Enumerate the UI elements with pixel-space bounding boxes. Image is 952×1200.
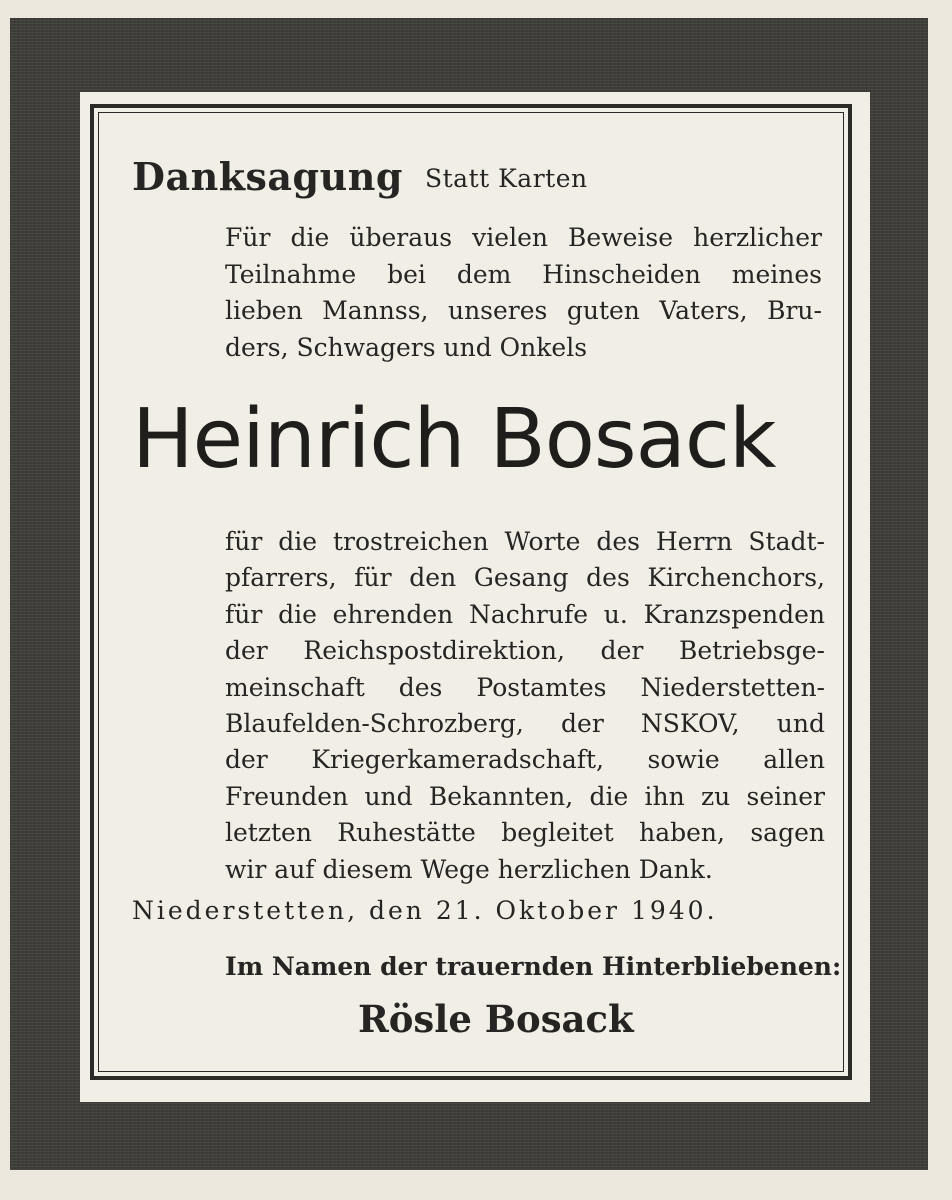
notice-paper [80, 92, 870, 1102]
intro-line: ders, Schwagers und Onkels [225, 332, 588, 362]
notice-heading: Danksagung [132, 154, 403, 199]
intro-paragraph [225, 220, 822, 366]
body-line: für die trostreichen Worte des Herrn Stadt- [225, 527, 825, 556]
place-date: Niederstetten, den 21. Oktober 1940. [132, 896, 718, 925]
on-behalf-line: Im Namen der trauernden Hinterbliebenen: [225, 952, 842, 981]
intro-line: Für die überaus vielen Beweise herzlicher [225, 223, 822, 252]
body-line: der Kriegerkameradschaft, sowie allen [225, 745, 825, 775]
intro-line: Teilnahme bei dem Hinscheiden meines [225, 259, 822, 289]
body-line: für die ehrenden Nachrufe u. Kranzspenden [225, 599, 825, 629]
body-line: meinschaft des Postamtes Niederstetten- [225, 672, 825, 702]
body-line: letzten Ruhestätte begleitet haben, sagen [225, 818, 825, 848]
body-line: Freunden und Bekannten, die ihn zu seiner [225, 781, 825, 811]
thanks-paragraph [225, 524, 825, 888]
notice-subheading: Statt Karten [425, 164, 588, 193]
deceased-name: Heinrich Bosack [132, 392, 776, 487]
signature-name: Rösle Bosack [358, 997, 634, 1041]
body-line: Blaufelden-Schrozberg, der NSKOV, und [225, 709, 825, 739]
body-line: pfarrers, für den Gesang des Kirchenchors, [225, 563, 825, 593]
body-line: wir auf diesem Wege herzlichen Dank. [225, 854, 713, 884]
intro-line: lieben Mannss, unseres guten Vaters, Bru- [225, 296, 822, 325]
body-line: der Reichspostdirektion, der Betriebsge- [225, 636, 825, 666]
